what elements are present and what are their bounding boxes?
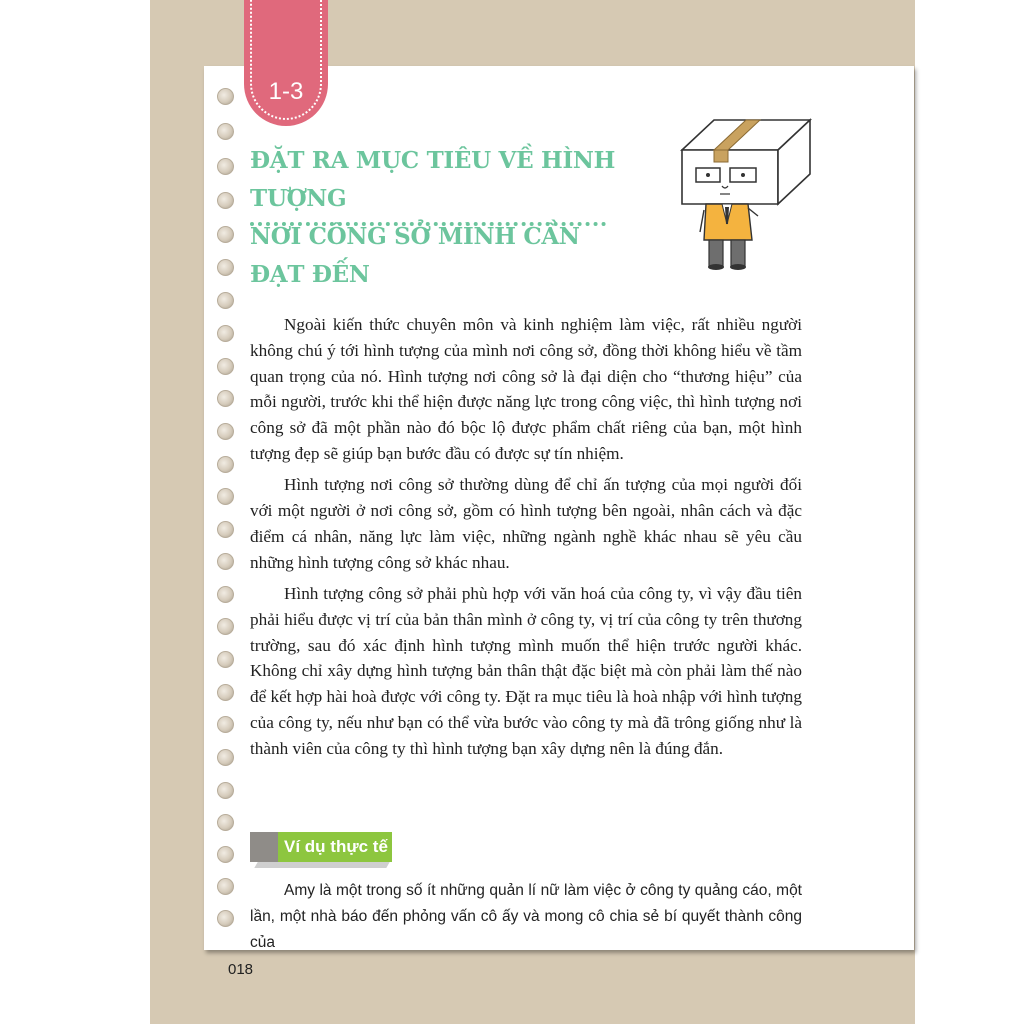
binder-hole-icon xyxy=(217,782,234,799)
box-head-mascot-icon xyxy=(676,112,816,272)
paragraph: Hình tượng công sở phải phù hợp với văn hoá của công ty, vì vậy đầu tiên phải hiểu được vị trí của bản thân mình ở công ty, vị trí của công ty trên thương trường, sau đó xác định hình tượng mình muốn thể hiện trước người khác. Không chỉ xây dựng hình tượng bản thân thật đặc biệt mà còn phải làm thế nào để kết hợp hài hoà được với công ty. Đặt ra mục tiêu là hoà nhập với hình tượng của công ty, nếu như bạn có thể vừa bước vào công ty mà đã trông giống như là thành viên của công ty thì hình tượng bạn xây dựng nên là đúng đắn. xyxy=(250,583,802,758)
binder-hole-icon xyxy=(217,192,234,209)
example-label: Ví dụ thực tế xyxy=(284,837,388,856)
binder-hole-icon xyxy=(217,456,234,473)
paragraph: Ngoài kiến thức chuyên môn và kinh nghiệm làm việc, rất nhiều người không chú ý tới hình tượng của mình nơi công sở, đồng thời không hiểu về tầm quan trọng của nó. Hình tượng nơi công sở là đại diện cho “thương hiệu” của mỗi người, trước khi thể hiện được năng lực trong công việc, thì hình tượng nơi công sở đã một phần nào đó bộc lộ được phẩm chất riêng của bạn, một hình tượng đẹp sẽ giúp bạn bước đầu có được sự tín nhiệm. xyxy=(250,315,802,463)
binder-hole-icon xyxy=(217,586,234,603)
binder-hole-icon xyxy=(217,259,234,276)
binder-hole-icon xyxy=(217,878,234,895)
page-title-line-1: ĐẶT RA MỤC TIÊU VỀ HÌNH TƯỢNG xyxy=(250,147,616,212)
page-title-line-2: NƠI CÔNG SỞ MÌNH CẦN ĐẠT ĐẾN xyxy=(250,223,580,288)
binder-hole-icon xyxy=(217,158,234,175)
binder-hole-icon xyxy=(217,814,234,831)
binder-hole-icon xyxy=(217,226,234,243)
binder-hole-icon xyxy=(217,910,234,927)
binder-hole-icon xyxy=(217,684,234,701)
binder-hole-icon xyxy=(217,716,234,733)
binder-hole-icon xyxy=(217,651,234,668)
paragraph: Hình tượng nơi công sở thường dùng để chỉ ấn tượng của mọi người đối với một người ở nơi công sở, gồm có hình tượng bên ngoài, nhân cách và đặc điểm cá nhân, năng lực làm việc, những ngành nghề khác nhau sẽ yêu cầu những hình tượng công sở khác nhau. xyxy=(250,475,802,572)
binder-hole-icon xyxy=(217,88,234,105)
binder-hole-icon xyxy=(217,553,234,570)
binder-hole-icon xyxy=(217,123,234,140)
example-paragraph: Amy là một trong số ít những quản lí nữ làm việc ở công ty quảng cáo, một lần, một nhà báo đến phỏng vấn cô ấy và mong cô chia sẻ bí quyết thành công của xyxy=(250,882,802,951)
example-label-accent xyxy=(250,832,278,862)
binder-hole-icon xyxy=(217,292,234,309)
binder-hole-icon xyxy=(217,325,234,342)
title-dotted-divider xyxy=(250,222,606,226)
binder-hole-icon xyxy=(217,521,234,538)
binder-hole-icon xyxy=(217,749,234,766)
chapter-tab xyxy=(244,0,328,126)
page-title xyxy=(250,142,630,294)
example-label-shadow xyxy=(254,862,389,868)
body-text xyxy=(250,312,802,767)
binder-hole-icon xyxy=(217,488,234,505)
binder-hole-icon xyxy=(217,423,234,440)
binder-hole-icon xyxy=(217,390,234,407)
chapter-number: 1-3 xyxy=(268,78,304,105)
example-text xyxy=(250,878,802,956)
binder-hole-icon xyxy=(217,358,234,375)
binder-hole-icon xyxy=(217,846,234,863)
binder-hole-icon xyxy=(217,618,234,635)
page-number: 018 xyxy=(228,961,254,978)
